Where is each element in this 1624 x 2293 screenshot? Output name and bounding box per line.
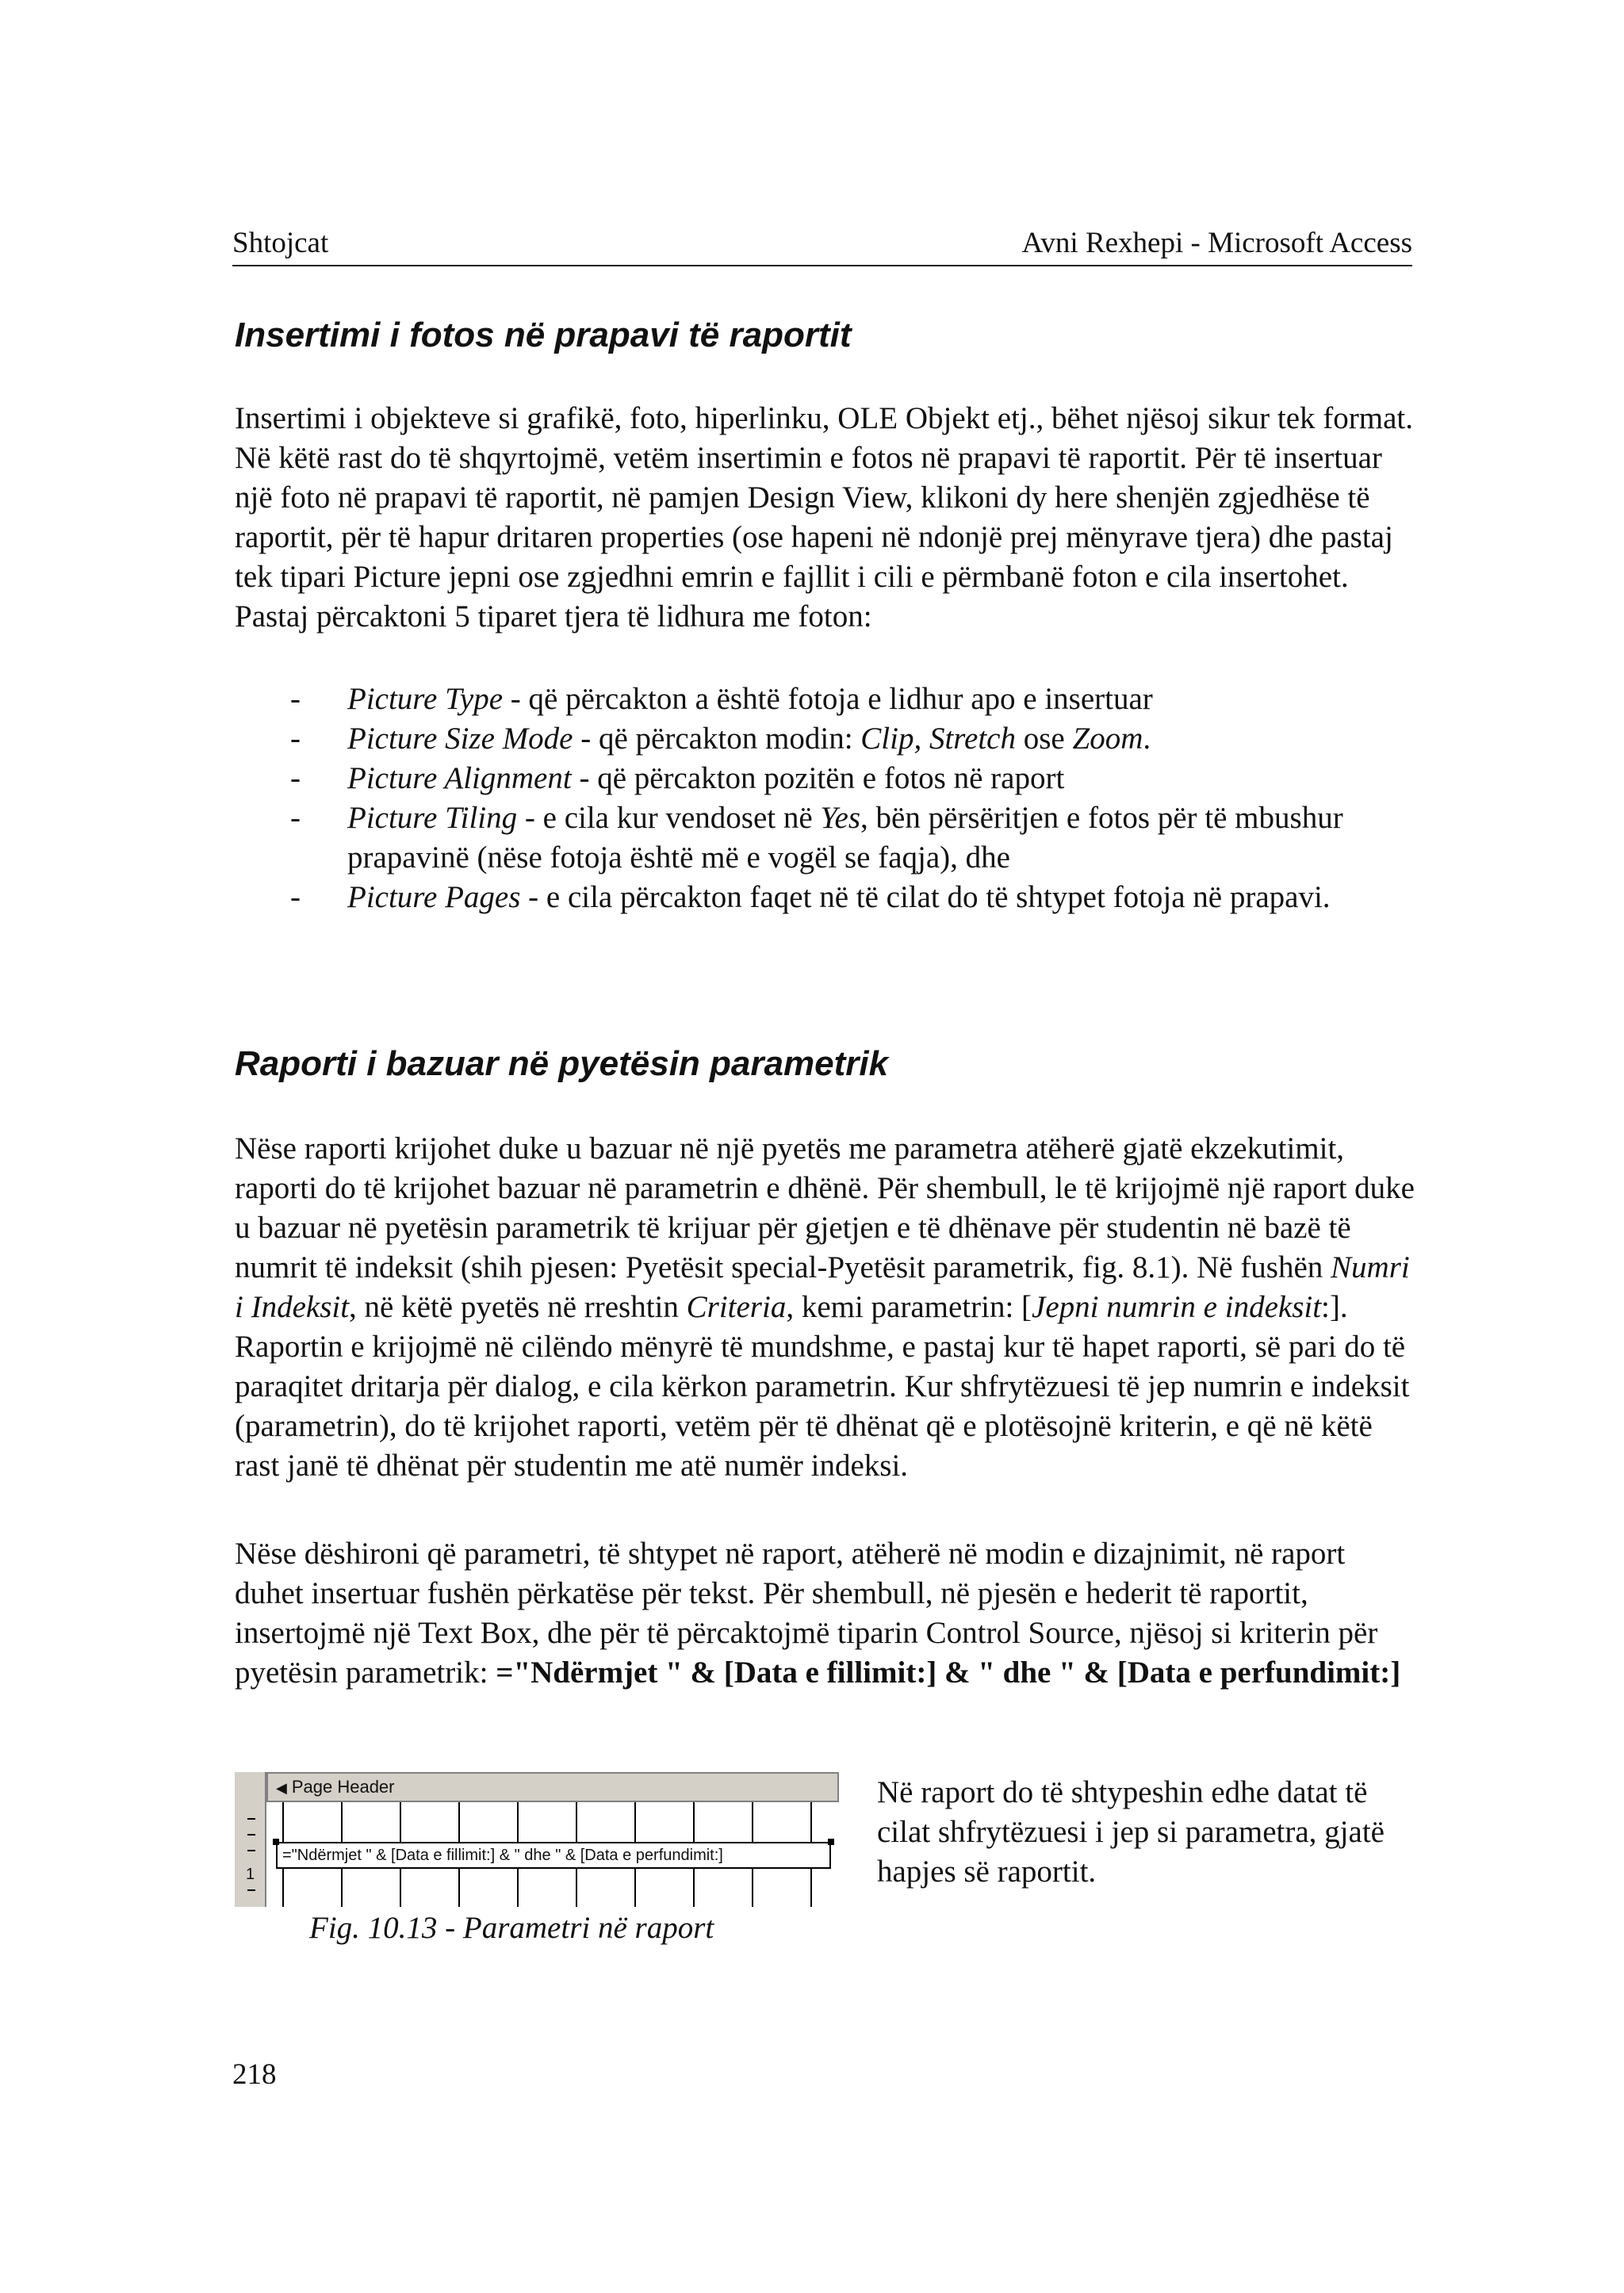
section1-paragraph: Insertimi i objekteve si grafikë, foto, hiperlinku, OLE Objekt etj., bëhet njësoj sikur tek format. Në këtë rast do të shqyrtojmë, vetëm insertimin e fotos në prapavi të raportit. Për të insertuar një foto në prapavi të raportit, në pamjen Design View, klikoni dy here shenjën zgjedhëse të raportit, për të hapur dritaren properties (ose hapeni në ndonjë prej mënyrave tjera) dhe pastaj tek tipari Picture jepni ose zgjedhni emrin e fajllit i cili e përmbanë foton e cila insertohet. Pastaj përcaktoni 5 tiparet tjera të lidhura me foton: (235, 401, 1413, 634)
figure-side-note: Në raport do të shtypeshin edhe datat të cilat shfrytëzuesi i jep si parametra, gjatë hapjes së raportit. (877, 1775, 1385, 1889)
header-chapter: Shtojcat (232, 227, 329, 259)
running-header (232, 224, 1412, 266)
list-item: - Picture Alignment - që përcakton pozitën e fotos në raport (290, 761, 1065, 795)
section-arrow-icon: ◀ (276, 1780, 287, 1796)
parameter-text-box[interactable]: ="Ndërmjet " & [Data e fillimit:] & " dhe " & [Data e perfundimit:] (276, 1842, 831, 1869)
header-author-title: Avni Rexhepi - Microsoft Access (1021, 227, 1412, 259)
resize-handle[interactable] (828, 1839, 834, 1845)
section-label: Page Header (291, 1777, 395, 1797)
page-number: 218 (232, 2058, 277, 2091)
list-item: - Picture Pages - e cila përcakton faqet në të cilat do të shtypet fotoja në prapavi. (290, 880, 1331, 914)
section2-paragraph-2: Nëse dëshironi që parametri, të shtypet në raport, atëherë në modin e dizajnimit, në raport duhet insertuar fushën përkatëse për tekst. Për shembull, në pjesën e hederit të raportit, insertojmë një Text Box, dhe për të përcaktojmë tiparin Control Source, njësoj si kriterin për pyetësin parametrik: ="Ndërmjet " & [Data e fillimit:] & " dhe " & [Data e perfundimit:] (235, 1537, 1401, 1690)
vertical-ruler (235, 1772, 266, 1907)
figure-caption: Fig. 10.13 - Parametri në raport (309, 1911, 714, 1945)
resize-handle[interactable] (273, 1839, 279, 1845)
list-item: - Picture Tiling - e cila kur vendoset në Yes, bën përsëritjen e fotos për të mbushur prapavinë (nëse fotoja është më e vogël se faqja), dhe (290, 801, 1343, 875)
list-item: - Picture Size Mode - që përcakton modin: Clip, Stretch ose Zoom. (290, 722, 1151, 756)
list-item: - Picture Type - që përcakton a është fotoja e lidhur apo e insertuar (290, 682, 1153, 716)
control-source-formula: ="Ndërmjet " & [Data e fillimit:] & " dhe " & [Data e perfundimit:] (496, 1656, 1401, 1690)
page-header-section-bar[interactable] (266, 1772, 839, 1802)
ruler-number: 1 (246, 1866, 255, 1883)
report-design-figure (235, 1772, 839, 1907)
section2-paragraph-1: Nëse raporti krijohet duke u bazuar në një pyetës me parametra atëherë gjatë ekzekutimit, raporti do të krijohet bazuar në parametrin e dhënë. Për shembull, le të krijojmë një raport duke u bazuar në pyetësin parametrik të krijuar për gjetjen e të dhënave për studentin në bazë të numrit të indeksit (shih pjesen: Pyetësit special-Pyetësit parametrik, fig. 8.1). Në fushën Numri i Indeksit, në këtë pyetës në rreshtin Criteria, kemi parametrin: [Jepni numrin e indeksit:]. Raportin e krijojmë në cilëndo mënyrë të mundshme, e pastaj kur të hapet raporti, së pari do të paraqitet dritarja për dialog, e cila kërkon parametrin. Kur shfrytëzuesi të jep numrin e indeksit (parametrin), do të krijohet raporti, vetëm për të dhënat që e plotësojnë kriterin, e që në këtë rast janë të dhënat për studentin me atë numër indeksi. (235, 1131, 1415, 1483)
picture-properties-list (235, 679, 1416, 917)
section-heading-photo-background: Insertimi i fotos në prapavi të raportit (235, 316, 852, 354)
section-heading-parametric-report: Raporti i bazuar në pyetësin parametrik (235, 1044, 889, 1083)
